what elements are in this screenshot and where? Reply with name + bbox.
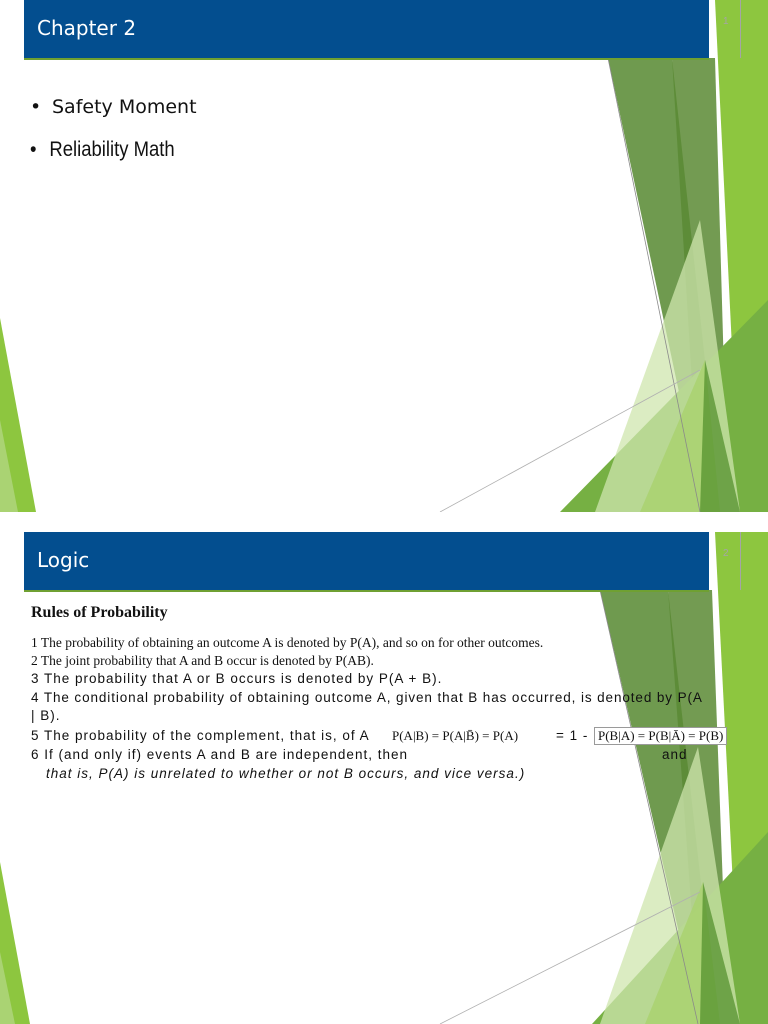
bullet-reliability-math (30, 138, 175, 162)
title-bar (24, 532, 709, 592)
rule-6-continued: that is, P(A) is unrelated to whether or not B occurs, and vice versa.) (46, 766, 526, 781)
slide-2 (0, 532, 768, 1024)
rule-6-and: and (662, 747, 688, 762)
rules-heading: Rules of Probability (31, 604, 168, 621)
slide-title: Logic (37, 548, 90, 572)
slide-number: 1 (723, 16, 729, 27)
rule-4: 4 The conditional probability of obtaining outcome A, given that B has occurred, is denoted by P(A (31, 690, 703, 705)
independence-formula-b: P(B|A) = P(B|Ā) = P(B) (594, 727, 727, 745)
rule-6: 6 If (and only if) events A and B are independent, then (31, 747, 408, 762)
rule-4-continued: | B). (31, 708, 61, 723)
rule-1: 1 The probability of obtaining an outcome A is denoted by P(A), and so on for other outcomes. (31, 635, 544, 650)
bullet-glyph: • (30, 96, 42, 118)
rule-3: 3 The probability that A or B occurs is denoted by P(A + B). (31, 671, 443, 686)
bullet-text: Safety Moment (52, 96, 197, 118)
title-divider (740, 0, 741, 58)
independence-formula-a: P(A|B) = P(A|B̄) = P(A) (389, 728, 521, 744)
slide-number: 2 (723, 548, 729, 559)
bullet-glyph: • (30, 138, 37, 161)
bullet-safety-moment (30, 96, 197, 118)
title-bar (24, 0, 709, 60)
slide-title: Chapter 2 (37, 16, 137, 40)
rule-5-complement: = 1 - (556, 728, 589, 743)
rule-5: 5 The probability of the complement, that is, of A (31, 728, 370, 743)
title-divider (740, 532, 741, 590)
bullet-text: Reliability Math (49, 138, 175, 161)
rule-2: 2 The joint probability that A and B occur is denoted by P(AB). (31, 653, 374, 668)
